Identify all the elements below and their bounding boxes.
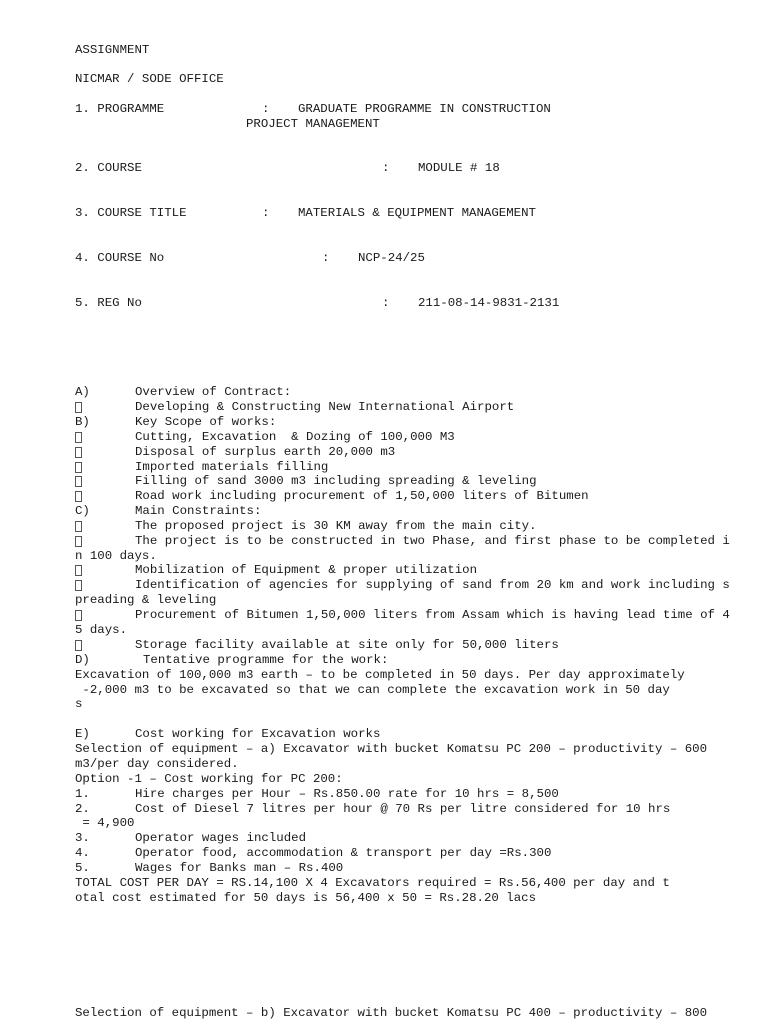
field-colon: : xyxy=(262,102,270,116)
list-item-cont: n 100 days. xyxy=(75,549,157,563)
list-item: Filling of sand 3000 m3 including spreading & leveling xyxy=(135,474,537,488)
field-value-programme: GRADUATE PROGRAMME IN CONSTRUCTION xyxy=(298,102,551,116)
numbered-item-text: Wages for Banks man – Rs.400 xyxy=(135,861,344,875)
field-colon: : xyxy=(382,161,390,175)
field-colon: : xyxy=(382,296,390,310)
list-item: Developing & Constructing New International Airport xyxy=(135,400,515,414)
list-item: Road work including procurement of 1,50,000 liters of Bitumen xyxy=(135,489,589,503)
field-label-course-no: 4. COURSE No xyxy=(75,251,165,265)
list-item: Mobilization of Equipment & proper utilization xyxy=(135,563,478,577)
paragraph-line: Selection of equipment – b) Excavator with bucket Komatsu PC 400 – productivity – 800 xyxy=(75,1006,708,1020)
paragraph-line: Selection of equipment – a) Excavator with bucket Komatsu PC 200 – productivity – 600 xyxy=(75,742,708,756)
total-line: otal cost estimated for 50 days is 56,400 x 50 = Rs.28.20 lacs xyxy=(75,891,537,905)
list-item: Imported materials filling xyxy=(135,460,329,474)
section-label: D) xyxy=(75,653,90,667)
field-label-course-title: 3. COURSE TITLE xyxy=(75,206,187,220)
numbered-item-text: Hire charges per Hour – Rs.850.00 rate for 10 hrs = 8,500 xyxy=(135,787,559,801)
list-item: Identification of agencies for supplying of sand from 20 km and work including s xyxy=(135,578,730,592)
list-item: Disposal of surplus earth 20,000 m3 xyxy=(135,445,396,459)
bullet-icon xyxy=(75,580,82,591)
bullet-icon xyxy=(75,565,82,576)
bullet-icon xyxy=(75,432,82,443)
field-label-programme: 1. PROGRAMME xyxy=(75,102,165,116)
list-item-cont: 5 days. xyxy=(75,623,128,637)
list-item: Procurement of Bitumen 1,50,000 liters from Assam which is having lead time of 4 xyxy=(135,608,730,622)
list-item: Storage facility available at site only for 50,000 liters xyxy=(135,638,559,652)
paragraph-line: -2,000 m3 to be excavated so that we can complete the excavation work in 50 day xyxy=(75,683,670,697)
bullet-icon xyxy=(75,491,82,502)
section-title: Cost working for Excavation works xyxy=(135,727,381,741)
paragraph-line: s xyxy=(75,697,83,711)
field-value-reg-no: 211-08-14-9831-2131 xyxy=(418,296,560,310)
field-value-course-no: NCP-24/25 xyxy=(358,251,425,265)
numbered-item-text: Operator food, accommodation & transport per day =Rs.300 xyxy=(135,846,552,860)
bullet-icon xyxy=(75,447,82,458)
total-line: TOTAL COST PER DAY = RS.14,100 X 4 Excavators required = Rs.56,400 per day and t xyxy=(75,876,670,890)
section-label: A) xyxy=(75,385,90,399)
paragraph-line: Excavation of 100,000 m3 earth – to be completed in 50 days. Per day approximately xyxy=(75,668,685,682)
field-colon: : xyxy=(322,251,330,265)
list-item: The project is to be constructed in two Phase, and first phase to be completed i xyxy=(135,534,730,548)
field-value-course: MODULE # 18 xyxy=(418,161,500,175)
bullet-icon xyxy=(75,521,82,532)
list-item: Cutting, Excavation & Dozing of 100,000 M3 xyxy=(135,430,455,444)
section-label: C) xyxy=(75,504,90,518)
list-item: The proposed project is 30 KM away from the main city. xyxy=(135,519,537,533)
field-colon: : xyxy=(262,206,270,220)
paragraph-line: m3/per day considered. xyxy=(75,757,239,771)
section-title: Overview of Contract: xyxy=(135,385,292,399)
list-item-cont: preading & leveling xyxy=(75,593,217,607)
paragraph-line: Option -1 – Cost working for PC 200: xyxy=(75,772,343,786)
numbered-item-text: Cost of Diesel 7 litres per hour @ 70 Rs per litre considered for 10 hrs xyxy=(135,802,671,816)
numbered-item-number: 5. xyxy=(75,861,90,875)
numbered-item-cont: = 4,900 xyxy=(75,816,135,830)
bullet-icon xyxy=(75,536,82,547)
numbered-item-number: 3. xyxy=(75,831,90,845)
section-label: B) xyxy=(75,415,90,429)
section-title: Main Constraints: xyxy=(135,504,262,518)
numbered-item-number: 1. xyxy=(75,787,90,801)
field-label-reg-no: 5. REG No xyxy=(75,296,142,310)
numbered-item-number: 4. xyxy=(75,846,90,860)
field-value-programme-cont: PROJECT MANAGEMENT xyxy=(246,117,380,131)
section-title: Tentative programme for the work: xyxy=(143,653,389,667)
bullet-icon xyxy=(75,462,82,473)
bullet-icon xyxy=(75,476,82,487)
bullet-icon xyxy=(75,610,82,621)
field-label-course: 2. COURSE xyxy=(75,161,142,175)
bullet-icon xyxy=(75,402,82,413)
section-title: Key Scope of works: xyxy=(135,415,277,429)
office-name: NICMAR / SODE OFFICE xyxy=(75,72,224,86)
field-value-course-title: MATERIALS & EQUIPMENT MANAGEMENT xyxy=(298,206,536,220)
numbered-item-text: Operator wages included xyxy=(135,831,307,845)
bullet-icon xyxy=(75,640,82,651)
document-title: ASSIGNMENT xyxy=(75,43,150,57)
section-label: E) xyxy=(75,727,90,741)
numbered-item-number: 2. xyxy=(75,802,90,816)
